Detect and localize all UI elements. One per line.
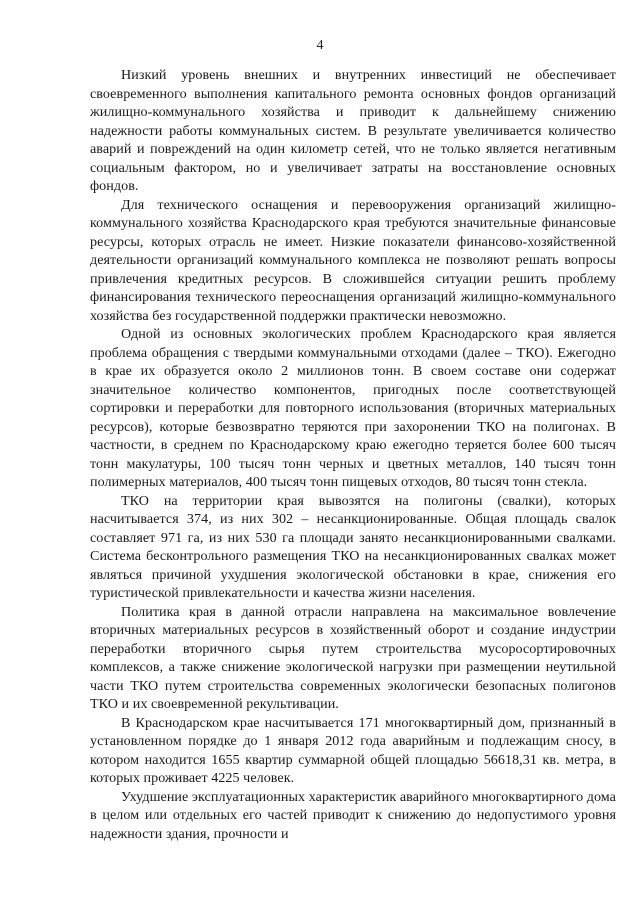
paragraph-solid-waste: Одной из основных экологических проблем Краснодарского края является проблема обращения с твердыми коммунальными отходами (далее – ТКО). Ежегодно в крае их образуется около 2 миллионов тонн. В своем составе они содержат значительное количество компонентов, пригодных после соответствующей сортировки и переработки для повторного использования (вторичных материальных ресурсов), которые безвозвратно теряются при захоронении ТКО на полигонах. В частности, в среднем по Краснодарскому краю ежегодно теряется более 600 тысяч тонн макулатуры, 100 тысяч тонн черных и цветных металлов, 140 тысяч тонн полимерных материалов, 400 тысяч тонн пищевых отходов, 80 тысяч тонн стекла. [90, 326, 616, 490]
page-number: 4 [316, 38, 324, 53]
document-body [90, 66, 616, 843]
paragraph-financing: Для технического оснащения и перевооружения организаций жилищно-коммунального хозяйства Краснодарского края требуются значительные финансовые ресурсы, которых отрасль не имеет. Низкие показатели финансово-хозяйственной деятельности организаций коммунального комплекса не позволяют решать вопросы привлечения кредитных ресурсов. В сложившейся ситуации решить проблему финансирования технического переоснащения организаций жилищно-коммунального хозяйства без государственной поддержки практически невозможно. [90, 196, 616, 324]
paragraph-recycling-policy: Политика края в данной отрасли направлена на максимальное вовлечение вторичных материальных ресурсов в хозяйственный оборот и создание индустрии переработки вторичного сырья путем строительства мусоросортировочных комплексов, а также снижение экологической нагрузки при размещении неутильной части ТКО путем строительства современных экологически безопасных полигонов ТКО и их своевременной рекультивации. [90, 603, 616, 712]
paragraph-landfills: ТКО на территории края вывозятся на полигоны (свалки), которых насчитывается 374, из них 302 – несанкционированные. Общая площадь свалок составляет 971 га, из них 530 га площади занято несанкционированными свалками. Система бесконтрольного размещения ТКО на несанкционированных свалках может являться причиной ухудшения экологической обстановки в крае, снижения его туристической привлекательности и качества жизни населения. [90, 492, 616, 601]
paragraph-investment: Низкий уровень внешних и внутренних инвестиций не обеспечивает своевременного выполнения капитального ремонта основных фондов организаций жилищно-коммунального хозяйства и приводит к дальнейшему снижению надежности работы коммунальных систем. В результате увеличивается количество аварий и повреждений на один километр сетей, что не только является негативным социальным фактором, но и увеличивает затраты на восстановление основных фондов. [90, 67, 616, 194]
paragraph-deterioration: Ухудшение эксплуатационных характеристик аварийного многоквартирного дома в целом или отдельных его частей приводит к снижению до недопустимого уровня надежности здания, прочности и [90, 788, 616, 842]
paragraph-emergency-housing: В Краснодарском крае насчитывается 171 многоквартирный дом, признанный в установленном порядке до 1 января 2012 года аварийным и подлежащим сносу, в котором находится 1655 квартир суммарной общей площадью 56618,31 кв. метра, в которых проживает 4225 человек. [90, 714, 616, 786]
